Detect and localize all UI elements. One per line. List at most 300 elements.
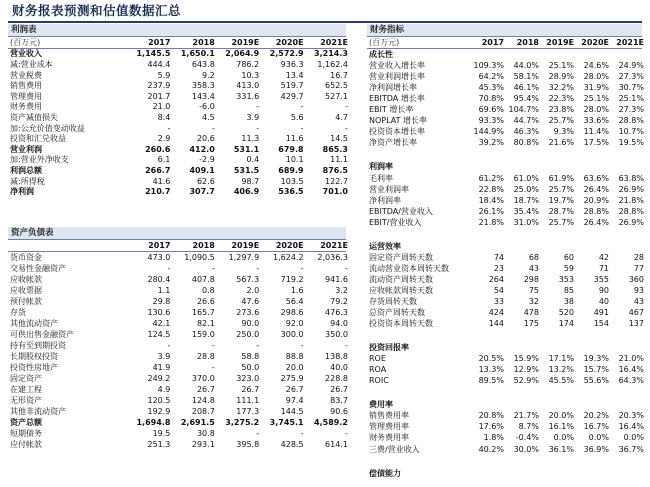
cell-value: 63.8% <box>618 173 644 183</box>
balance-sheet-row <box>8 428 346 439</box>
row-label: 营业利润增长率 <box>369 72 425 82</box>
cell-value: 409.1 <box>189 165 215 175</box>
row-label: 存货 <box>10 307 26 317</box>
cell-value: 40.2% <box>478 444 504 454</box>
row-label: 其他流动资产 <box>10 318 58 328</box>
cell-value: 429.7 <box>280 91 304 101</box>
cell-value: 64.2% <box>478 72 504 82</box>
income-statement-rows <box>8 49 346 197</box>
cell-value: 36.7% <box>618 444 644 454</box>
group-spacer <box>367 228 642 241</box>
row-label: 毛利率 <box>369 173 393 183</box>
cell-value: 679.8 <box>278 144 304 154</box>
group-heading-label: 成长性 <box>369 50 393 60</box>
cell-value: - <box>211 362 215 372</box>
cell-value: 358.3 <box>191 81 215 91</box>
cell-value: 6.1 <box>157 155 171 165</box>
cell-value: 21.0 <box>152 102 171 112</box>
cell-value: 0.4 <box>246 155 260 165</box>
year-header: 2018 <box>516 38 539 48</box>
page-title: 财务报表预测和估值数据汇总 <box>12 3 182 18</box>
row-label: 销售费用 <box>10 81 42 91</box>
row-label: 无形资产 <box>10 395 42 405</box>
unit-label: (百万元) <box>10 37 41 47</box>
cell-value: 11.4% <box>583 127 609 137</box>
row-label: 固定资产 <box>10 373 42 383</box>
year-header: 2021E <box>320 37 348 47</box>
cell-value: 19.5% <box>618 138 644 148</box>
cell-value: 444.4 <box>147 59 171 69</box>
indicator-group-heading <box>367 342 642 353</box>
row-label: 营业收入 <box>10 49 42 59</box>
cell-value: -2.9 <box>199 155 215 165</box>
cell-value: 41.9 <box>152 362 171 372</box>
cell-value: - <box>345 428 348 438</box>
cell-value: 8.4 <box>157 112 171 122</box>
group-heading-label: 运营效率 <box>369 241 401 251</box>
cell-value: 300.0 <box>280 329 304 339</box>
year-header: 2019E <box>231 37 260 47</box>
cell-value: - <box>167 263 171 273</box>
cell-value: 17.1% <box>548 354 574 364</box>
cell-value: 689.9 <box>278 165 304 175</box>
cell-value: 26.7 <box>285 384 304 394</box>
cell-value: 98.7 <box>241 176 260 186</box>
year-header: 2017 <box>148 37 171 47</box>
balance-sheet-row <box>8 318 346 329</box>
cell-value: 8.7% <box>518 422 539 432</box>
indicator-row <box>367 60 642 71</box>
indicator-group-heading <box>367 241 642 252</box>
balance-sheet-row <box>8 296 346 307</box>
cell-value: 9.3% <box>553 127 574 137</box>
cell-value: 428.5 <box>280 439 304 449</box>
cell-value: 31.9% <box>583 83 609 93</box>
cell-value: 75 <box>528 285 539 295</box>
indicator-row <box>367 307 642 318</box>
row-label: ROA <box>369 365 387 375</box>
cell-value: 144 <box>488 319 504 329</box>
indicator-row <box>367 195 642 206</box>
cell-value: 21.8% <box>618 195 644 205</box>
cell-value: 124.8 <box>191 395 215 405</box>
cell-value: 25.0% <box>513 184 539 194</box>
cell-value: 59 <box>563 263 574 273</box>
cell-value: 26.6 <box>196 296 215 306</box>
group-spacer <box>367 455 642 468</box>
year-header: 2017 <box>481 38 504 48</box>
indicator-row <box>367 274 642 285</box>
cell-value: 4.7 <box>335 112 348 122</box>
row-label: 预付帐款 <box>10 296 42 306</box>
cell-value: - <box>211 340 215 350</box>
indicator-row <box>367 104 642 115</box>
cell-value: 46.1% <box>513 83 539 93</box>
balance-sheet <box>8 227 346 450</box>
cell-value: 1.8% <box>483 433 504 443</box>
cell-value: 2,691.5 <box>180 417 215 427</box>
financial-indicators-rows <box>367 49 642 479</box>
cell-value: 43 <box>528 263 539 273</box>
cell-value: 331.6 <box>236 91 260 101</box>
year-header: 2021E <box>616 38 644 48</box>
cell-value: -0.4% <box>515 433 539 443</box>
row-label: 营业利润 <box>10 144 42 154</box>
cell-value: 50.0 <box>241 362 260 372</box>
cell-value: 298.6 <box>280 307 304 317</box>
cell-value: 36.9% <box>583 444 609 454</box>
cell-value: 407.8 <box>191 274 215 284</box>
cell-value: 32.2% <box>548 83 574 93</box>
year-header: 2017 <box>148 240 171 250</box>
cell-value: 266.7 <box>145 165 171 175</box>
cell-value: 876.5 <box>322 165 348 175</box>
cell-value: 323.0 <box>236 373 260 383</box>
cell-value: 93 <box>633 285 644 295</box>
cell-value: 43 <box>633 297 644 306</box>
cell-value: 13.3% <box>478 365 504 375</box>
indicator-row <box>367 206 642 217</box>
cell-value: 61.2% <box>478 173 504 183</box>
indicator-row <box>367 375 642 386</box>
row-label: EBIT 增长率 <box>369 105 414 115</box>
row-label: 在建工程 <box>10 384 42 394</box>
cell-value: 520 <box>558 308 574 318</box>
cell-value: 130.6 <box>147 307 171 317</box>
indicator-row <box>367 410 642 421</box>
income-statement-row <box>8 91 346 102</box>
row-label: 净资产增长率 <box>369 138 417 148</box>
cell-value: 21.7% <box>513 411 539 421</box>
cell-value: 124.5 <box>147 329 171 339</box>
balance-sheet-row <box>8 263 346 274</box>
cell-value: 24.9% <box>618 61 644 71</box>
cell-value: 28.7% <box>548 206 574 216</box>
cell-value: 58.1% <box>513 72 539 82</box>
cell-value: 406.9 <box>233 187 260 197</box>
cell-value: - <box>345 123 348 133</box>
cell-value: 0.0% <box>588 433 609 443</box>
row-label: EBITDA/营业收入 <box>369 206 433 216</box>
cell-value: 80.8% <box>513 138 539 148</box>
cell-value: 61.9% <box>548 173 574 183</box>
cell-value: 109.3% <box>473 61 504 71</box>
cell-value: 38 <box>563 297 574 306</box>
row-label: 长期股权投资 <box>10 351 58 361</box>
title-rule <box>8 21 642 23</box>
cell-value: 355 <box>593 274 609 284</box>
cell-value: 42 <box>598 252 609 262</box>
income-statement-row <box>8 49 346 60</box>
balance-sheet-row <box>8 384 346 395</box>
cell-value: 11.3 <box>241 134 260 144</box>
financial-indicators-title: 财务指标 <box>367 24 642 37</box>
year-header: 2020E <box>581 38 609 48</box>
cell-value: - <box>211 263 215 273</box>
group-spacer <box>367 386 642 399</box>
balance-sheet-row <box>8 274 346 285</box>
income-statement-row <box>8 176 346 187</box>
cell-value: - <box>256 428 260 438</box>
cell-value: 1,090.5 <box>184 252 215 262</box>
row-label: NOPLAT 增长率 <box>369 116 428 126</box>
cell-value: 70.8% <box>478 94 504 104</box>
cell-value: 9.2 <box>202 70 215 80</box>
cell-value: 3.9 <box>157 351 171 361</box>
cell-value: 26.9% <box>618 217 644 227</box>
cell-value: 1,145.5 <box>136 49 171 59</box>
income-statement-row <box>8 59 346 70</box>
cell-value: 865.3 <box>322 144 348 154</box>
cell-value: 16.4% <box>618 422 644 432</box>
cell-value: 68 <box>528 252 539 262</box>
row-label: 资产减值损失 <box>10 112 58 122</box>
indicator-row <box>367 71 642 82</box>
balance-sheet-header-row <box>8 240 346 252</box>
cell-value: 4.5 <box>202 112 215 122</box>
cell-value: 93.3% <box>478 116 504 126</box>
cell-value: 473.0 <box>147 252 171 262</box>
income-statement-row <box>8 186 346 197</box>
cell-value: 424 <box>488 308 504 318</box>
group-heading-label: 费用率 <box>369 400 393 410</box>
cell-value: 353 <box>558 274 574 284</box>
cell-value: 120.5 <box>147 395 171 405</box>
cell-value: 15.7% <box>583 365 609 375</box>
left-panel <box>8 24 346 450</box>
cell-value: 293.1 <box>191 439 215 449</box>
cell-value: 26.9% <box>618 184 644 194</box>
row-label: 可供出售金融资产 <box>10 329 74 339</box>
group-heading-label: 偿债能力 <box>369 468 401 478</box>
cell-value: 26.1% <box>478 206 504 216</box>
cell-value: 25.1% <box>618 94 644 104</box>
balance-sheet-row <box>8 362 346 373</box>
row-label: 存货周转天数 <box>369 297 417 306</box>
income-statement-header-row <box>8 37 346 49</box>
cell-value: 77 <box>633 263 644 273</box>
balance-sheet-row <box>8 351 346 362</box>
cell-value: 936.3 <box>280 59 304 69</box>
indicator-row <box>367 217 642 228</box>
cell-value: 18.4% <box>478 195 504 205</box>
row-label: 固定资产周转天数 <box>369 252 433 262</box>
cell-value: 15.9% <box>513 354 539 364</box>
row-label: 净利润率 <box>369 195 401 205</box>
cell-value: 11.1 <box>330 155 348 165</box>
cell-value: 395.8 <box>236 439 260 449</box>
cell-value: 20.5% <box>478 354 504 364</box>
cell-value: 412.0 <box>189 144 215 154</box>
cell-value: - <box>256 263 260 273</box>
cell-value: 144.5 <box>280 406 304 416</box>
cell-value: 0.0% <box>623 433 644 443</box>
cell-value: 41.6 <box>152 176 171 186</box>
cell-value: 370.0 <box>191 373 215 383</box>
indicator-row <box>367 296 642 307</box>
balance-sheet-row <box>8 439 346 450</box>
row-label: 营业利润率 <box>369 184 409 194</box>
row-label: 流动资产周转天数 <box>369 274 433 284</box>
cell-value: 2,572.9 <box>269 49 304 59</box>
cell-value: 719.2 <box>280 274 304 284</box>
cell-value: 16.4% <box>618 365 644 375</box>
cell-value: 20.0% <box>548 411 574 421</box>
year-header: 2019E <box>546 38 574 48</box>
row-label: 应收帐款 <box>10 274 42 284</box>
cell-value: 71 <box>598 263 609 273</box>
cell-value: 14.5 <box>330 134 348 144</box>
indicator-group-heading <box>367 399 642 410</box>
cell-value: 275.9 <box>280 373 304 383</box>
row-label: 管理费用 <box>10 91 42 101</box>
balance-sheet-row <box>8 340 346 351</box>
row-label: 投资性房地产 <box>10 362 58 372</box>
cell-value: - <box>211 123 215 133</box>
cell-value: 33 <box>493 297 504 306</box>
cell-value: 25.1% <box>583 94 609 104</box>
row-label: ROE <box>369 354 386 364</box>
cell-value: 2.0 <box>246 285 260 295</box>
group-spacer <box>367 329 642 342</box>
cell-value: 260.6 <box>145 144 171 154</box>
cell-value: 28.8% <box>583 206 609 216</box>
cell-value: 360 <box>628 274 644 284</box>
balance-sheet-row <box>8 395 346 406</box>
cell-value: 90.6 <box>330 406 348 416</box>
cell-value: 25.7% <box>548 184 574 194</box>
row-label: EBITDA 增长率 <box>369 94 425 104</box>
row-label: 投资和汇兑收益 <box>10 134 66 144</box>
row-label: 加:营业外净收支 <box>10 155 69 165</box>
cell-value: 30.7% <box>618 83 644 93</box>
cell-value: 94.0 <box>330 318 348 328</box>
financial-indicators-header-row <box>367 37 642 49</box>
cell-value: 11.6 <box>285 134 304 144</box>
row-label: 加:公允价值变动收益 <box>10 123 85 133</box>
cell-value: 61.0% <box>513 173 539 183</box>
row-label: 流动营业资本周转天数 <box>369 263 449 273</box>
cell-value: -6.0 <box>199 102 215 112</box>
cell-value: 20.0 <box>285 362 304 372</box>
indicator-row <box>367 137 642 148</box>
indicator-row <box>367 93 642 104</box>
cell-value: 1.6 <box>290 285 304 295</box>
cell-value: 10.1 <box>285 155 304 165</box>
cell-value: 31.0% <box>513 217 539 227</box>
cell-value: 27.3% <box>618 72 644 82</box>
cell-value: 643.8 <box>191 59 215 69</box>
indicator-row <box>367 318 642 329</box>
cell-value: 55.6% <box>583 376 609 386</box>
balance-sheet-row <box>8 373 346 384</box>
cell-value: 33.6% <box>583 116 609 126</box>
row-label: 三费/营业收入 <box>369 444 420 454</box>
cell-value: 19.7% <box>548 195 574 205</box>
cell-value: 35.4% <box>513 206 539 216</box>
cell-value: 137 <box>628 319 644 329</box>
cell-value: 519.7 <box>280 81 304 91</box>
cell-value: 144.9% <box>473 127 504 137</box>
indicator-row <box>367 173 642 184</box>
cell-value: 0.8 <box>202 285 215 295</box>
income-statement-row <box>8 133 346 144</box>
cell-value: 3.9 <box>246 112 260 122</box>
row-label: 财务费用率 <box>369 433 409 443</box>
group-heading-label: 投资回报率 <box>369 343 409 353</box>
cell-value: - <box>300 263 304 273</box>
cell-value: - <box>256 340 260 350</box>
cell-value: 79.2 <box>330 296 348 306</box>
cell-value: 52.9% <box>513 376 539 386</box>
cell-value: 104.7% <box>508 105 539 115</box>
cell-value: 1,694.8 <box>136 417 171 427</box>
cell-value: 21.0% <box>618 354 644 364</box>
cell-value: 74 <box>493 252 504 262</box>
row-label: 短期债务 <box>10 428 42 438</box>
cell-value: 16.7% <box>583 422 609 432</box>
cell-value: 3,275.2 <box>225 417 260 427</box>
cell-value: 18.7% <box>513 195 539 205</box>
cell-value: 10.7% <box>618 127 644 137</box>
cell-value: - <box>300 102 304 112</box>
cell-value: 26.7 <box>330 384 348 394</box>
cell-value: - <box>256 123 260 133</box>
cell-value: - <box>300 428 304 438</box>
balance-sheet-row <box>8 406 346 417</box>
year-header: 2021E <box>320 240 348 250</box>
cell-value: 23.8% <box>548 105 574 115</box>
cell-value: 165.7 <box>191 307 215 317</box>
cell-value: 3,214.3 <box>314 49 348 59</box>
cell-value: 249.2 <box>147 373 171 383</box>
cell-value: 54 <box>493 285 504 295</box>
row-label: 资产总额 <box>10 417 42 427</box>
income-statement <box>8 24 346 197</box>
row-label: 货币资金 <box>10 252 42 262</box>
cell-value: 44.0% <box>513 61 539 71</box>
cell-value: 208.7 <box>191 406 215 416</box>
cell-value: 63.6% <box>583 173 609 183</box>
balance-sheet-title: 资产负债表 <box>8 227 346 240</box>
row-label: 其他非流动资产 <box>10 406 66 416</box>
cell-value: 251.3 <box>147 439 171 449</box>
indicator-row <box>367 285 642 296</box>
cell-value: 21.6% <box>548 138 574 148</box>
cell-value: 60 <box>563 252 574 262</box>
cell-value: 16.7 <box>330 70 348 80</box>
cell-value: 567.3 <box>236 274 260 284</box>
cell-value: 40.0 <box>330 362 348 372</box>
cell-value: 350.0 <box>325 329 348 339</box>
cell-value: 25.1% <box>548 61 574 71</box>
year-header: 2020E <box>275 37 304 47</box>
row-label: EBIT/营业收入 <box>369 217 422 227</box>
cell-value: 44.7% <box>513 116 539 126</box>
cell-value: 36.1% <box>548 444 574 454</box>
cell-value: 143.4 <box>191 91 215 101</box>
cell-value: 22.3% <box>548 94 574 104</box>
income-statement-row <box>8 102 346 113</box>
income-statement-row <box>8 80 346 91</box>
cell-value: 250.0 <box>236 329 260 339</box>
cell-value: 20.2% <box>583 411 609 421</box>
cell-value: 1,624.2 <box>273 252 304 262</box>
cell-value: 298 <box>523 274 539 284</box>
cell-value: 46.3% <box>513 127 539 137</box>
row-label: ROIC <box>369 376 389 386</box>
cell-value: 62.6 <box>196 176 215 186</box>
